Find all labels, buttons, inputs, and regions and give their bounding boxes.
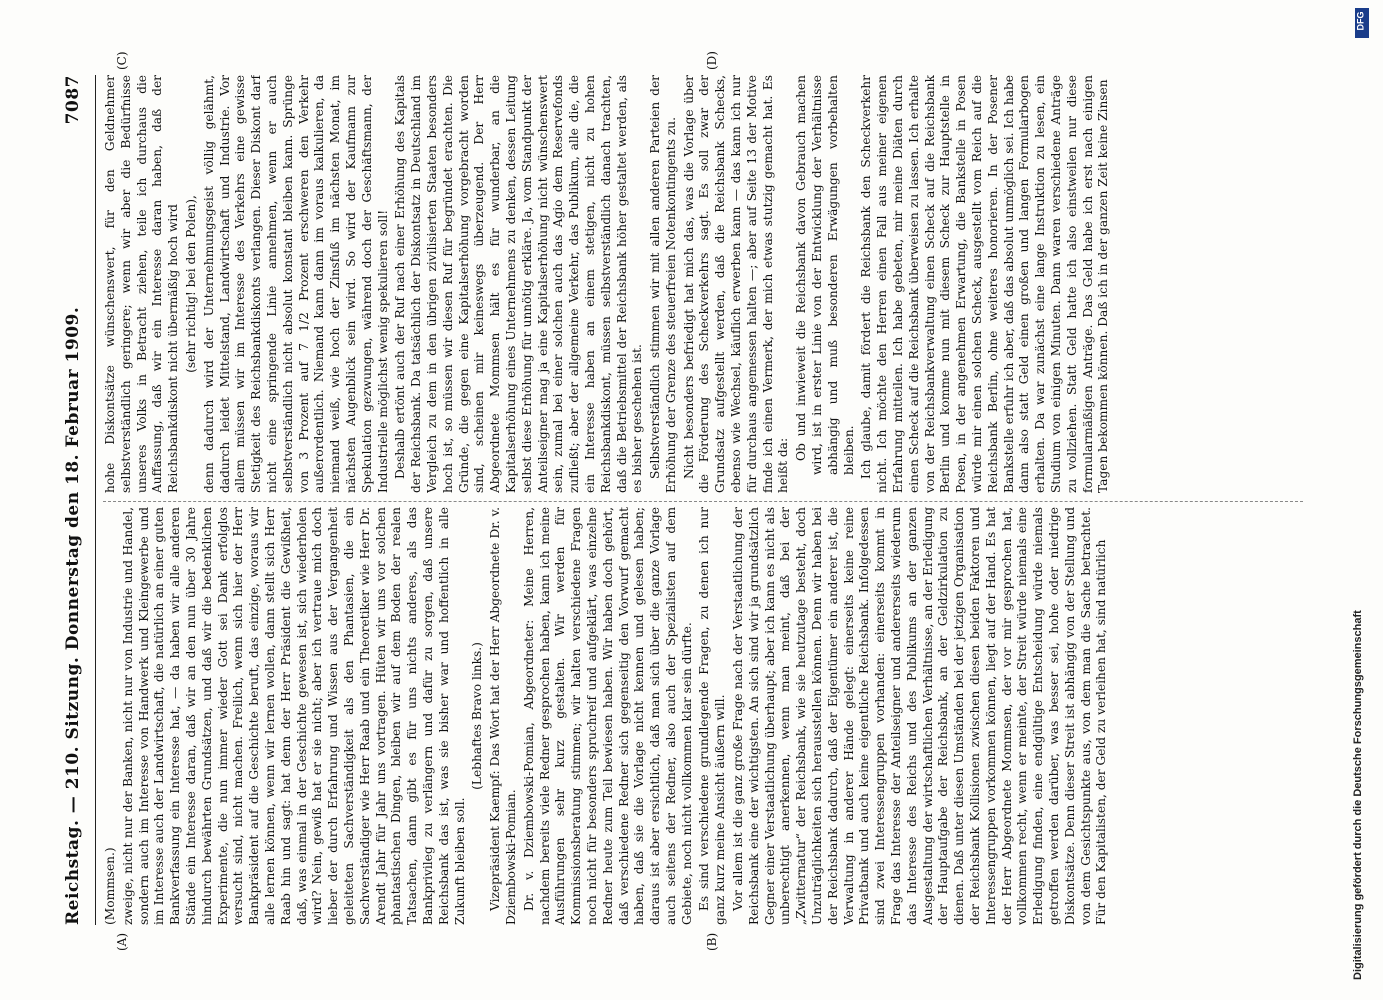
margin-mark-b: (B) bbox=[705, 932, 719, 951]
paragraph: denn dadurch wird der Unternehmungsgeist völlig gelähmt, dadurch leidet Mittelstand, Landwirtschaft und Industrie. Vor allem müssen wir im Interesse des Verkehrs eine gewisse Stetigkeit des Reichsbankdiskonts verlangen. Dieser Diskont darf nicht eine springende Linie annehmen, wenn er auch selbstverständlich nicht absolut konstant bleiben kann. Sprünge von 3 Prozent auf 7 1/2 Prozent erschweren den Verkehr außerordentlich. Niemand kann dann im voraus kalkulieren, da niemand weiß, wie hoch der Zinsfuß im nächsten Monat, im nächsten Augenblick sein wird. So wird der Kaufmann zur Spekulation gezwungen, während doch der Geschäftsmann, der Industrielle möglichst wenig spekulieren soll! bbox=[201, 75, 390, 493]
paragraph: hohe Diskontsätze wünschenswert, für den Geldnehmer selbstverständlich geringere; wenn wir aber die Bedürfnisse unseres Volks in Betracht ziehen, teile ich durchaus die Auffassung, daß wir ein Interesse daran haben, daß der Reichsbankdiskont nicht übermäßig hoch wird bbox=[103, 75, 181, 493]
page-number: 7087 bbox=[63, 75, 83, 125]
paragraph: zweige, nicht nur der Banken, nicht nur von Industrie und Handel, sondern auch im Interesse von Handwerk und Kleingewerbe und im Interesse auch der Landwirtschaft, die natürlich an einer guten Bankverfassung ein Interesse hat, — da haben wir alle anderen Stände ein Interesse daran, daß wir an den nun über 30 Jahre hindurch bewährten Grundsätzen, und daß wir die bedenklichen Experimente, die nun immer wieder Gott sei Dank erfolglos versucht sind, nicht machen. Freilich, wenn sich hier der Herr Bankpräsident auf die Geschichte beruft, das einzige, woraus wir alle lernen können, wenn wir lernen wollen, dann stellt sich Herr Raab hin und sagt: hat denn der Herr Präsident die Gewißheit, daß, was einmal in der Geschichte gewesen ist, sich wiederholen wird? Nein, gewiß hat er sie nicht; aber ich vertraue mich doch lieber der durch Erfahrung und Wissen aus der Vergangenheit geleiteten Sachverständigkeit als den Phantasien, die ein Sachverständiger wie Herr Raab und ein Theoretiker wie Herr Dr. Arendt Jahr für Jahr uns vortragen. Hüten wir uns vor solchen phantastischen Dingen, bleiben wir auf dem Boden der realen Tatsachen, dann gibt es für uns nichts anderes, als das Bankprivileg zu verlängern und dafür zu sorgen, daß unsere Reichsbank das ist, was sie bisher war und hoffentlich in alle Zukunft bleiben soll. bbox=[120, 507, 467, 925]
paragraph: Vor allem ist die ganz große Frage nach der Verstaatlichung der Reichsbank eine der wichtigsten. An sich sind wir ja grundsätzlich Gegner einer Verstaatlichung überhaupt; aber ich kann es nicht als unberechtigt anerkennen, wenn man meint, daß bei der „Zwitternatur“ der Reichsbank, wie sie heutzutage besteht, doch Unzuträglichkeiten sich herausstellen können. Denn wir haben bei der Reichsbank dadurch, daß der Eigentümer ein anderer ist, die Verwaltung in anderer Hände gelegt: einerseits keine reine Privatbank und auch keine eigentliche Reichsbank. Infolgedessen sind zwei Interessengruppen vorhanden: einerseits kommt in Frage das Interesse der Anteilseigner und andererseits wiederum das Interesse des Reichs und des Publikums an der ganzen Ausgestaltung der wirtschaftlichen Verhältnisse, an der Erledigung der Hauptaufgabe der Reichsbank, an der Geldzirkulation zu dienen. Daß unter diesen Umständen bei der jetzigen Organisation der Reichsbank Kollisionen zwischen diesen beiden Faktoren und Interessengruppen vorkommen können, liegt auf der Hand. Es hat der Herr Abgeordnete Mommsen, der vor mir gesprochen hat, vollkommen recht, wenn er meinte, der Streit würde niemals eine Erledigung finden, eine endgültige Entscheidung würde niemals getroffen werden darüber, was besser sei, hohe oder niedrige Diskontsätze. Denn dieser Streit ist abhängig von der Stellung und von dem Gesichtspunkte aus, von dem man die Sache betrachtet. Für den Kapitalisten, der Geld zu verleihen hat, sind natürlich bbox=[731, 507, 1109, 925]
speaker-ref: (Mommsen.) bbox=[103, 847, 117, 925]
page-header bbox=[53, 75, 93, 925]
margin-mark-d: (D) bbox=[705, 51, 719, 70]
rotated-document-page bbox=[45, 35, 1335, 965]
digitization-note-text: Digitalisierung gefördert durch die Deutsche Forschungsgemeinschaft bbox=[1352, 610, 1364, 980]
margin-mark-c: (C) bbox=[115, 51, 129, 70]
paragraph: Ich glaube, damit fördert die Reichsbank den Scheckverkehr nicht. Ich möchte den Herren einen Fall aus meiner eigenen Erfahrung mitteilen. Ich habe gebeten, mir meine Diäten durch einen Scheck auf die Reichsbank überweisen zu lassen. Ich erhalte von der Reichsbankverwaltung einen Scheck auf die Reichsbank Berlin und komme nun mit diesem Scheck zur Hauptstelle in Posen, in der angenehmen Erwartung, die Bankstelle in Posen würde mir einen solchen Scheck, ausgestellt vom Reich auf die Reichsbank Berlin, ohne weiteres honorieren. In der Posener Bankstelle erfuhr ich aber, daß das absolut unmöglich sei. Ich habe dann also statt Geld einen großen und langen Formularbogen erhalten. Da war zunächst eine lange Instruktion zu lesen, ein Studium von einigen Minuten. Dann waren verschiedene Anträge zu vollziehen. Statt Geld hatte ich also einstweilen nur diese formularmäßigen Anträge. Das Geld habe ich erst nach einigen Tagen bekommen können. Daß ich in der ganzen Zeit keine Zinsen bbox=[859, 75, 1111, 493]
dfg-logo: DFG bbox=[1355, 8, 1369, 38]
paragraph: Nicht besonders befriedigt hat mich das, was die Vorlage über die Förderung des Scheckverkehrs sagt. Es soll zwar der Grundsatz aufgestellt werden, daß die Reichsbank Schecks, ebenso wie Wechsel, käuflich erwerben kann — das kann ich nur für durchaus angemessen halten —; aber auf Seite 13 der Motive finde ich einen Vermerk, der mich etwas stutzig gemacht hat. Es heißt da: bbox=[681, 75, 791, 493]
paragraph: Es sind verschiedene grundlegende Fragen, zu denen ich nur ganz kurz meine Ansicht äußern will. bbox=[697, 507, 728, 925]
interjection: (Lebhaftes Bravo links.) bbox=[470, 642, 485, 790]
interjection: (sehr richtig! bei den Polen), bbox=[183, 195, 198, 373]
paragraph: Selbstverständlich stimmen wir mit allen anderen Parteien der Erhöhung der Grenze des steuerfreien Notenkontingents zu. bbox=[648, 75, 678, 493]
running-head: Reichstag. — 210. Sitzung. Donnerstag den 18. Februar 1909. bbox=[63, 306, 83, 925]
right-column bbox=[103, 75, 1313, 493]
paragraph: Dr. v. Dziembowski-Pomian, Abgeordneter: Meine Herren, nachdem bereits viele Redner gesprochen haben, kann ich meine Ausführungen sehr kurz gestalten. Wir werden für Kommissionsberatung stimmen; wir halten verschiedene Fragen noch nicht für besonders spruchreif und aufgeklärt, was einzelne Redner heute zum Teil bewiesen haben. Wir haben doch gehört, daß verschiedene Redner sich gegenseitig den Vorwurf gemacht haben, daß sie die Vorlage nicht kennen und gelesen haben; daraus ist aber ersichtlich, daß man sich über die ganze Vorlage auch seitens der Redner, also auch der Spezialisten auf dem Gebiete, noch nicht vollkommen klar sein dürfte. bbox=[521, 507, 694, 925]
quotation: Ob und inwieweit die Reichsbank davon Gebrauch machen wird, ist in erster Linie von der Entwicklung der Verhältnisse abhängig und muß besonderen Erwägungen vorbehalten bleiben. bbox=[794, 75, 856, 475]
digitization-note bbox=[1352, 20, 1370, 980]
header-rule bbox=[95, 75, 96, 925]
left-column bbox=[103, 507, 1313, 925]
margin-mark-a: (A) bbox=[115, 932, 129, 951]
column-divider bbox=[103, 501, 1303, 502]
paragraph: Vizepräsident Kaempf: Das Wort hat der Herr Abgeordnete Dr. v. Dziembowski-Pomian. bbox=[488, 507, 518, 925]
paragraph: Deshalb ertönt auch der Ruf nach einer Erhöhung des Kapitals der Reichsbank. Da tatsächlich der Diskontsatz in Deutschland im Vergleich zu dem in den übrigen zivilisierten Staaten besonders hoch ist, so müssen wir diesen Ruf für begründet erachten. Die Gründe, die gegen eine Kapitalserhöhung vorgebracht worden sind, scheinen mir keineswegs überzeugend. Der Herr Abgeordnete Mommsen hält es für wunderbar, an die Kapitalserhöhung eines Unternehmens zu denken, dessen Leitung selbst diese Erhöhung für unnötig erkläre. Ja, vom Standpunkt der Anteilseigner mag ja eine Kapitalserhöhung nicht wünschenswert sein, zumal bei einer solchen auch das Agio dem Reservefonds zufließt; aber der allgemeine Verkehr, das Publikum, alle die, die ein Interesse haben an einem stetigen, nicht zu hohen Reichsbankdiskont, müssen selbstverständlich danach trachten, daß die Betriebsmittel der Reichsbank höher gestaltet werden, als es bisher geschehen ist. bbox=[393, 75, 645, 493]
